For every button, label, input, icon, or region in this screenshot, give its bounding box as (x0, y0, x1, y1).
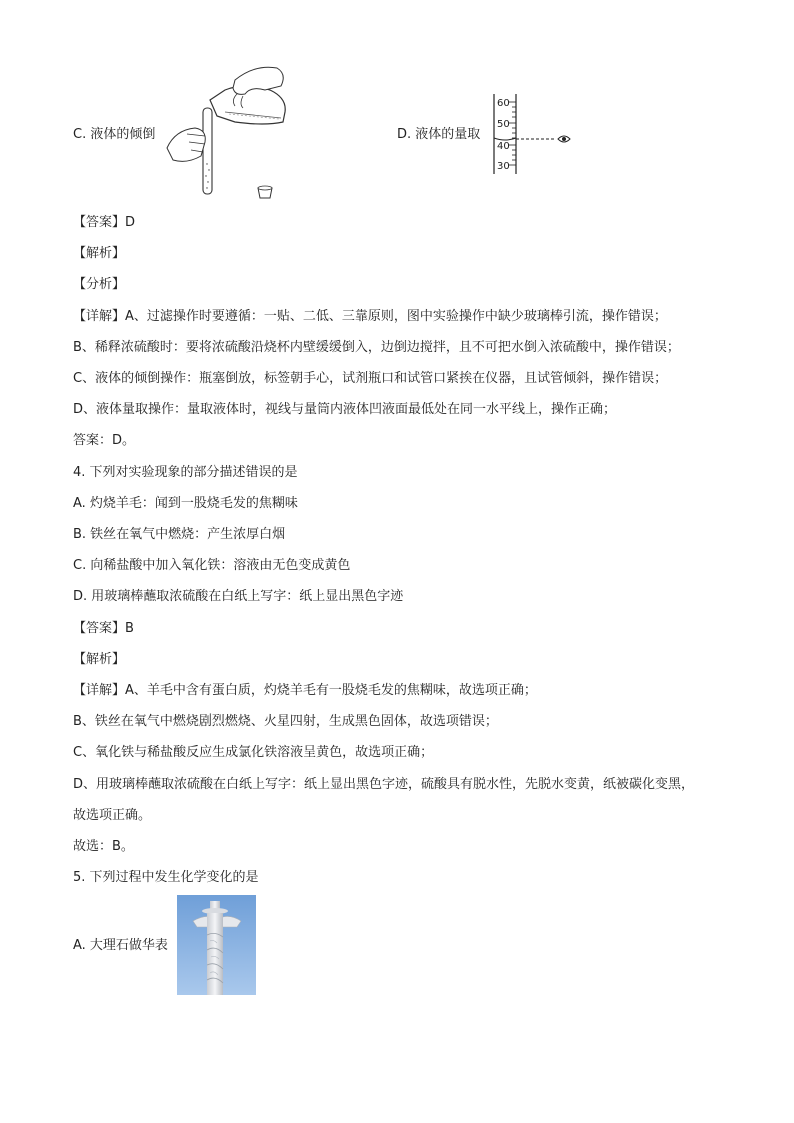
q4-conclusion: 故选：B。 (73, 839, 134, 854)
graduated-cylinder-illustration (488, 92, 578, 178)
q4-detail-d-line2: 故选项正确。 (73, 808, 152, 823)
cylinder-tick-50: 50 (497, 119, 510, 130)
q4-detail-b: B、铁丝在氧气中燃烧剧烈燃烧、火星四射，生成黑色固体，故选项错误； (73, 714, 498, 729)
q3-answer: 【答案】D (73, 215, 136, 230)
q4-detail-c: C、氧化铁与稀盐酸反应生成氯化铁溶液呈黄色，故选项正确； (73, 745, 434, 760)
q3-detail-a: 【详解】A、过滤操作时要遵循：一贴、二低、三靠原则，图中实验操作中缺少玻璃棒引流，操作错误； (73, 309, 667, 324)
q4-option-a: A. 灼烧羊毛：闻到一股烧毛发的焦糊味 (73, 496, 298, 511)
eye-icon (558, 136, 570, 142)
q4-jiexi-heading: 【解析】 (73, 652, 126, 667)
q4-detail-a: 【详解】A、羊毛中含有蛋白质，灼烧羊毛有一股烧毛发的焦糊味，故选项正确； (73, 683, 537, 698)
q3-detail-d: D、液体量取操作：量取液体时，视线与量筒内液体凹液面最低处在同一水平线上，操作正确； (73, 402, 617, 417)
marble-column-photo (177, 895, 256, 995)
cylinder-tick-60: 60 (497, 98, 510, 109)
q4-option-d: D. 用玻璃棒蘸取浓硫酸在白纸上写字：纸上显出黑色字迹 (73, 589, 404, 604)
q3-detail-c: C、液体的倾倒操作：瓶塞倒放，标签朝手心，试剂瓶口和试管口紧挨在仪器，且试管倾斜，操作错误； (73, 371, 668, 386)
pouring-liquid-illustration (165, 60, 295, 205)
q5-question: 5. 下列过程中发生化学变化的是 (73, 870, 259, 885)
q3-fenxi-heading: 【分析】 (73, 277, 126, 292)
q4-option-b: B. 铁丝在氧气中燃烧：产生浓厚白烟 (73, 527, 286, 542)
q5-option-a: A. 大理石做华表 (73, 938, 168, 953)
q4-detail-d-line1: D、用玻璃棒蘸取浓硫酸在白纸上写字：纸上显出黑色字迹，硫酸具有脱水性，先脱水变黄，纸被碳化变黑， (73, 777, 695, 792)
q4-option-c: C. 向稀盐酸中加入氧化铁：溶液由无色变成黄色 (73, 558, 351, 573)
q4-answer: 【答案】B (73, 621, 134, 636)
option-d-label: D. 液体的量取 (397, 127, 481, 142)
q4-question: 4. 下列对实验现象的部分描述错误的是 (73, 465, 298, 480)
q3-conclusion: 答案：D。 (73, 433, 136, 448)
q3-jiexi-heading: 【解析】 (73, 246, 126, 261)
option-c-label: C. 液体的倾倒 (73, 127, 156, 142)
cylinder-tick-40: 40 (497, 141, 510, 152)
q3-detail-b: B、稀释浓硫酸时：要将浓硫酸沿烧杯内壁缓缓倒入，边倒边搅拌，且不可把水倒入浓硫酸中，操作错误； (73, 340, 680, 355)
cylinder-tick-30: 30 (497, 161, 510, 172)
